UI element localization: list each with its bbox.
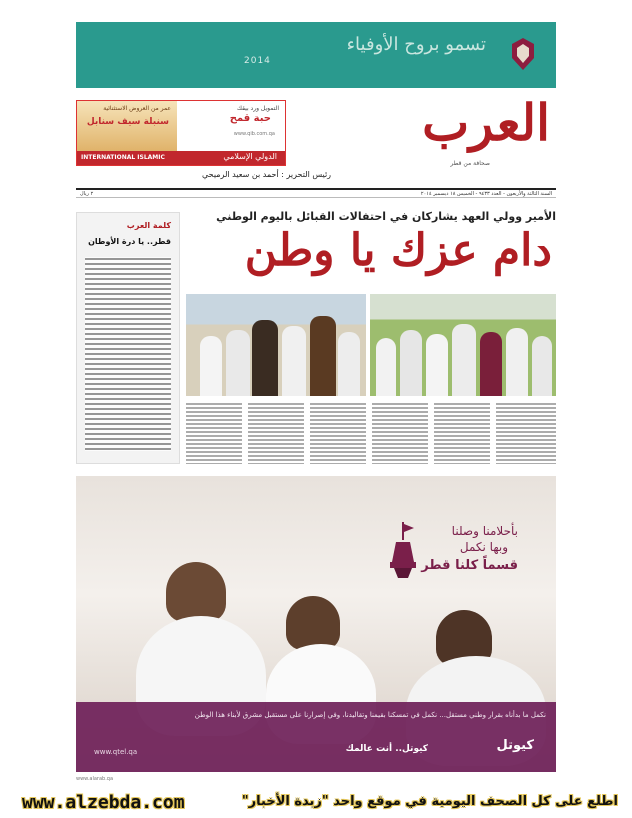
column-body [85, 257, 171, 451]
ad-tagline: كيوتل.. أنت عالمك [345, 744, 428, 754]
qtel-advertisement[interactable] [76, 476, 556, 772]
newspaper-logo: العرب [422, 93, 550, 152]
crest-icon [508, 36, 538, 72]
ad-strip-en: INTERNATIONAL ISLAMIC [81, 154, 165, 161]
ad-footer-band [76, 702, 556, 772]
ad-right-web: www.qib.com.qa [233, 131, 275, 137]
main-headline[interactable]: دام عزك يا وطن [244, 225, 552, 276]
banner-year: 2014 [244, 56, 271, 66]
promo-text: اطلع على كل الصحف اليومية في موقع واحد "زبدة الأخبار" [241, 794, 618, 809]
qtel-logo: كيوتل [496, 738, 534, 753]
column-kicker: كلمة العرب [126, 221, 171, 230]
column-title: قطر.. يا درة الأوطان [88, 237, 171, 246]
newspaper-web[interactable]: www.alarab.qa [76, 776, 114, 782]
ad-url[interactable]: www.qtel.qa [94, 748, 138, 756]
dateline-issue: السنة الثالثة والأربعون - العدد ٩٤٣٣ - الخميس ١٨ ديسمبر ٢٠١٤ [420, 191, 552, 197]
ad-strip-ar: الدولي الإسلامي [223, 152, 277, 161]
banner-slogan: تسمو بروح الأوفياء [346, 34, 486, 55]
ad-bank-strip [77, 151, 285, 165]
dateline-price: ٢ ريال [80, 191, 94, 197]
editor-in-chief: رئيس التحرير : أحمد بن سعيد الرميحي [202, 170, 332, 179]
sub-headline[interactable]: الأمير وولي العهد يشاركان في احتفالات القبائل باليوم الوطني [216, 210, 556, 223]
ad-left-main: سنبلة سيف سنابل [86, 117, 169, 127]
ad-slogan-line-1: بأحلامنا وصلنا [451, 524, 518, 538]
dateline [76, 188, 556, 198]
ad-right-small: التمويل ورد بيقك [237, 105, 279, 112]
photo-celebration-left [186, 294, 366, 396]
ad-right-main: حبة قمح [229, 113, 271, 124]
incense-burner-icon [388, 522, 418, 578]
masthead [76, 93, 556, 186]
ad-left-small: عمر من العروض الاستثنائية [103, 105, 171, 112]
masthead-slogan: صحافة من قطر [450, 160, 490, 167]
editorial-column[interactable] [76, 212, 180, 464]
photo-celebration-right [370, 294, 556, 396]
masthead-ad[interactable] [76, 100, 286, 166]
ad-left-panel [77, 101, 177, 151]
top-banner [76, 22, 556, 88]
ad-slogan-line-3: قسماً كلنا قطر [421, 558, 518, 573]
site-link[interactable]: www.alzebda.com [22, 792, 185, 813]
ad-right-panel [179, 101, 285, 151]
article-columns[interactable] [186, 402, 556, 464]
promo-strip [0, 790, 632, 818]
ad-slogan-line-2: وبها نكمل [459, 540, 508, 554]
ad-body-text: نكمل ما بدأناه بقرار وطني مستقل... نكمل في تمسكنا بقيمنا وتقاليدنا، وفي إصرارنا على مستقبل مشرق لأبناء هذا الوطن [194, 711, 546, 719]
